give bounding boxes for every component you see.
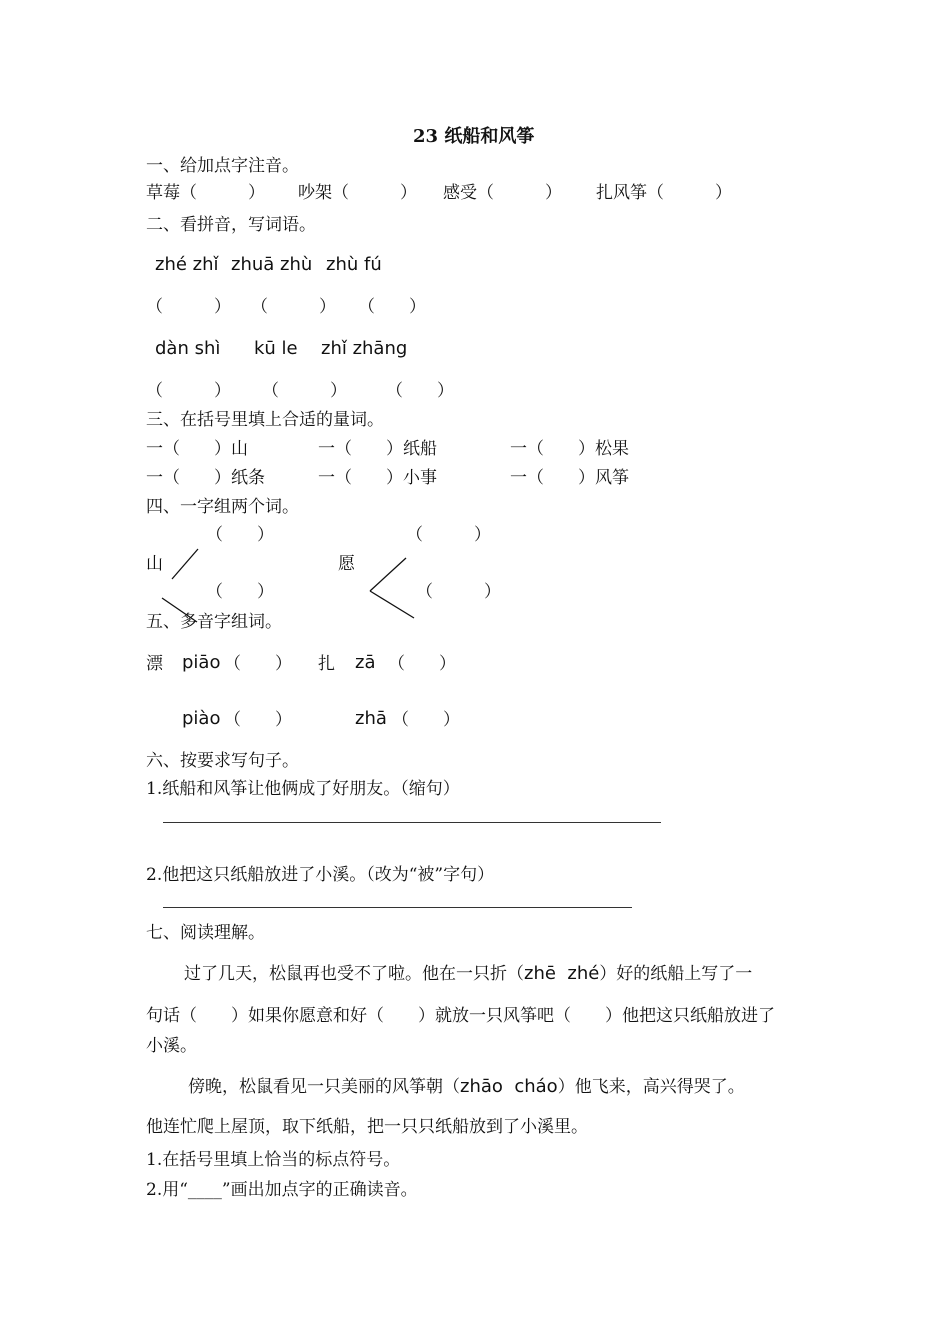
- passage-2-text-b: ）他飞来，高兴得哭了。: [557, 1077, 745, 1097]
- s2-blank-1: （ ）: [146, 297, 231, 317]
- s5-blank-3: （ ）: [224, 710, 292, 730]
- s2-pinyin-5: kū le: [254, 338, 298, 359]
- passage-2-pinyin: zhāo cháo: [460, 1076, 558, 1097]
- section-2-heading: 二、看拼音，写词语。: [146, 215, 316, 235]
- s5-blank-2: （ ）: [388, 654, 456, 674]
- answer-line-2: [163, 907, 632, 908]
- s2-blank-6: （ ）: [386, 381, 454, 401]
- passage-1-line-3: 小溪。: [146, 1036, 197, 1056]
- s2-blank-5: （ ）: [262, 381, 347, 401]
- section-4-heading: 四、一字组两个词。: [146, 497, 299, 517]
- s2-blank-4: （ ）: [146, 381, 231, 401]
- section-5-heading: 五、多音字组词。: [146, 612, 282, 632]
- s3-item-2: 一（ ）纸船: [318, 439, 437, 459]
- s5-blank-1: （ ）: [224, 654, 292, 674]
- passage-1-pinyin: zhē zhé: [524, 963, 600, 984]
- s1-item-1: 草莓（ ）: [146, 183, 265, 203]
- passage-2-text-a: 傍晚，松鼠看见一只美丽的风筝朝（: [188, 1077, 460, 1097]
- s2-blank-2: （ ）: [251, 297, 336, 317]
- s1-item-3: 感受（ ）: [443, 183, 562, 203]
- s4-char-1: 山: [146, 554, 163, 574]
- section-1-heading: 一、给加点字注音。: [146, 156, 299, 176]
- passage-1-line-2: 句话（ ）如果你愿意和好（ ）就放一只风筝吧（ ）他把这只纸船放进了: [146, 1006, 775, 1026]
- s7-question-1: 1.在括号里填上恰当的标点符号。: [146, 1150, 401, 1170]
- s6-question-1: 1.纸船和风筝让他俩成了好朋友。（缩句）: [146, 779, 460, 799]
- section-6-heading: 六、按要求写句子。: [146, 751, 299, 771]
- s5-pinyin-2: zā: [355, 652, 376, 673]
- s2-blank-3: （ ）: [358, 297, 426, 317]
- s2-pinyin-4: dàn shì: [155, 338, 221, 359]
- section-7-heading: 七、阅读理解。: [146, 923, 265, 943]
- s3-item-6: 一（ ）风筝: [510, 468, 629, 488]
- passage-1-text-a: 过了几天，松鼠再也受不了啦。他在一只折（: [184, 964, 524, 984]
- s6-question-2: 2.他把这只纸船放进了小溪。（改为“被”字句）: [146, 865, 495, 885]
- section-3-heading: 三、在括号里填上合适的量词。: [146, 410, 384, 430]
- s5-char-1: 漂: [146, 654, 163, 674]
- s3-item-3: 一（ ）松果: [510, 439, 629, 459]
- page-title: 23 纸船和风筝: [413, 126, 535, 147]
- s3-item-5: 一（ ）小事: [318, 468, 437, 488]
- s2-pinyin-3: zhù fú: [326, 254, 382, 275]
- passage-2-line-2: 他连忙爬上屋顶，取下纸船，把一只只纸船放到了小溪里。: [146, 1117, 588, 1137]
- s5-pinyin-3: piào: [182, 708, 221, 729]
- s5-char-2: 扎: [318, 654, 335, 674]
- s3-item-4: 一（ ）纸条: [146, 468, 265, 488]
- passage-1-text-b: ）好的纸船上写了一: [599, 964, 753, 984]
- s2-pinyin-6: zhǐ zhāng: [321, 338, 408, 359]
- s5-blank-4: （ ）: [392, 710, 460, 730]
- s2-pinyin-2: zhuā zhù: [231, 254, 313, 275]
- passage-2-line-1: [188, 1076, 745, 1098]
- s4-blank-4: （ ）: [416, 582, 501, 602]
- s2-pinyin-1: zhé zhǐ: [155, 254, 219, 275]
- s7-question-2: 2.用“____”画出加点字的正确读音。: [146, 1180, 418, 1200]
- s4-blank-3: （ ）: [406, 525, 491, 545]
- s3-item-1: 一（ ）山: [146, 439, 248, 459]
- passage-1-line-1: [184, 963, 752, 985]
- s1-item-2: 吵架（ ）: [298, 183, 417, 203]
- s5-pinyin-4: zhā: [355, 708, 387, 729]
- s5-pinyin-1: piāo: [182, 652, 221, 673]
- s4-blank-2: （ ）: [206, 582, 274, 602]
- s4-char-2: 愿: [338, 554, 355, 574]
- answer-line-1: [163, 822, 661, 823]
- s4-blank-1: （ ）: [206, 525, 274, 545]
- s1-item-4: 扎风筝（ ）: [596, 183, 732, 203]
